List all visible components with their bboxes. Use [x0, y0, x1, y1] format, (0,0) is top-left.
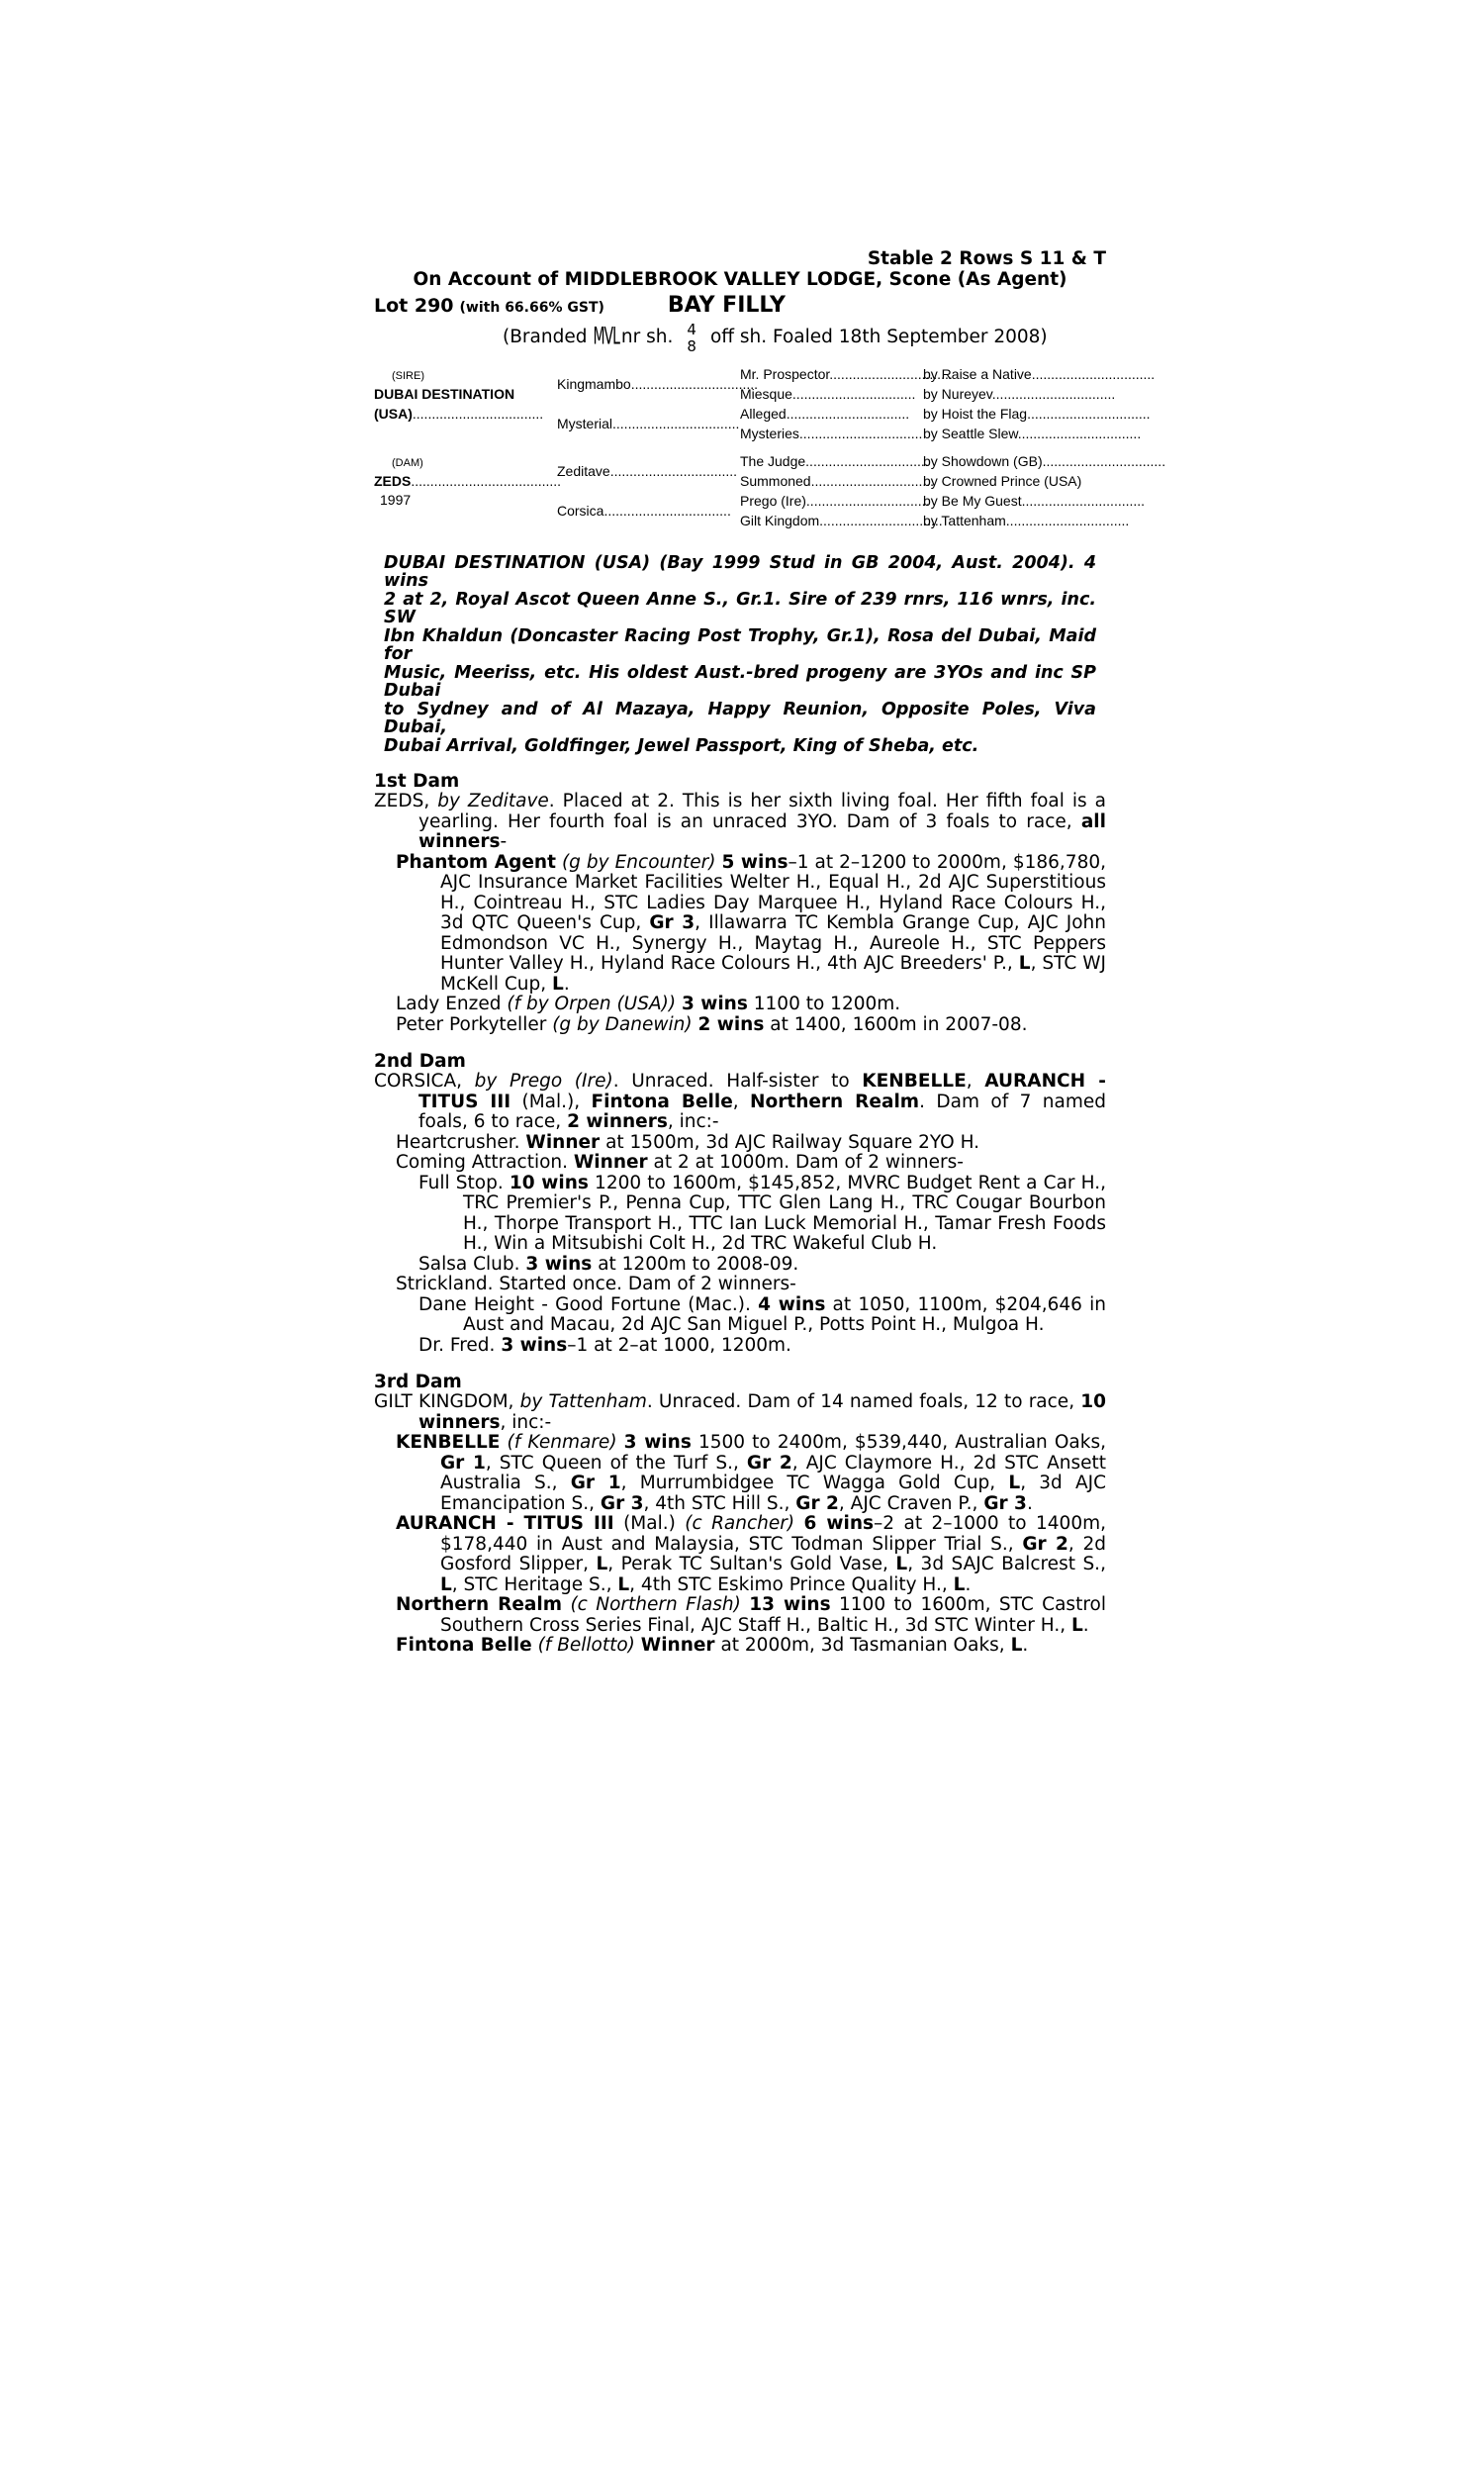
pedigree-table	[374, 364, 1166, 534]
vendor-account: On Account of MIDDLEBROOK VALLEY LODGE, Scone (As Agent)	[413, 268, 1067, 290]
sire-notes	[384, 554, 1096, 756]
pedigree-gg-6: Summoned................................	[740, 472, 935, 489]
sire-note-line: 2 at 2, Royal Ascot Queen Anne S., Gr.1. Sire of 239 rnrs, 116 wnrs, inc. SW	[384, 589, 1096, 627]
progeny-entry: Coming Attraction. Winner at 2 at 1000m. Dam of 2 winners-	[396, 1152, 964, 1173]
pedigree-gg-4: Mysteries................................	[740, 425, 923, 441]
dam-label: (DAM)	[392, 456, 423, 469]
lot-line	[374, 293, 1106, 319]
pedigree-ggg-6: by Crowned Prince (USA)	[923, 472, 1082, 489]
brand-mark: MVL	[593, 324, 619, 351]
lot-number: Lot 290	[374, 295, 454, 317]
third-dam-heading: 3rd Dam	[374, 1372, 462, 1392]
progeny-entry: Strickland. Started once. Dam of 2 winners-	[396, 1274, 796, 1294]
pedigree-gg-7: Prego (Ire)................................	[740, 492, 930, 509]
third-dam-entry: GILT KINGDOM, by Tattenham. Unraced. Dam of 14 named foals, 12 to race, 10 winners, inc:-	[374, 1391, 1106, 1433]
grand-progeny-entry: Dane Height - Good Fortune (Mac.). 4 wins at 1050, 1100m, $204,646 in Aust and Macau, 2d AJC San Miguel P., Potts Point H., Mulgoa H.	[418, 1293, 1107, 1335]
brand-fraction-bottom: 8	[687, 336, 696, 355]
brand-line	[503, 319, 1106, 358]
progeny-entry: AURANCH - TITUS III (Mal.) (c Rancher) 6 wins–2 at 2–1000 to 1400m, $178,440 in Aust and Malaysia, STC Todman Slipper Trial S., Gr 2, 2d Gosford Slipper, L, Perak TC Sultan's Gold Vase, L, 3d SAJC Balcrest S., L, STC Heritage S., L, 4th STC Eskimo Prince Quality H., L.	[396, 1513, 1107, 1595]
sire-label: (SIRE)	[392, 369, 424, 382]
pedigree-ggg-7: by Be My Guest................................	[923, 492, 1146, 509]
brand-fraction-top: 4	[687, 320, 696, 338]
pedigree-gg-3: Alleged................................	[740, 405, 910, 422]
sire-note-line: DUBAI DESTINATION (USA) (Bay 1999 Stud in GB 2004, Aust. 2004). 4 wins	[384, 552, 1096, 591]
pedigree-gg-2: Miesque................................	[740, 385, 916, 402]
pedigree-g2: Mysterial.................................	[557, 415, 740, 431]
dam-year: 1997	[380, 491, 412, 508]
pedigree-ggg-5: by Showdown (GB)................................	[923, 452, 1166, 469]
pedigree-ggg-4: by Seattle Slew................................	[923, 425, 1142, 441]
progeny-entry: Heartcrusher. Winner at 1500m, 3d AJC Railway Square 2YO H.	[396, 1131, 980, 1153]
sire-name: DUBAI DESTINATION	[374, 385, 515, 402]
pedigree-gg-1: Mr. Prospector................................	[740, 365, 953, 382]
brand-mid: nr sh.	[620, 327, 674, 348]
dam-name: ZEDS.......................................	[374, 472, 562, 489]
stable-location: Stable 2 Rows S 11 & T	[867, 248, 1106, 269]
first-dam-heading: 1st Dam	[374, 771, 460, 792]
pedigree-ggg-3: by Hoist the Flag................................	[923, 405, 1151, 422]
grand-progeny-entry: Salsa Club. 3 wins at 1200m to 2008-09.	[418, 1253, 799, 1275]
first-dam-entry: ZEDS, by Zeditave. Placed at 2. This is her sixth living foal. Her fifth foal is a yearling. Her fourth foal is an unraced 3YO. Dam of 3 foals to race, all winners-	[374, 791, 1106, 852]
pedigree-ggg-8: by Tattenham................................	[923, 512, 1130, 528]
pedigree-g4: Corsica.................................	[557, 502, 731, 519]
second-dam-entry: CORSICA, by Prego (Ire). Unraced. Half-sister to KENBELLE, AURANCH - TITUS III (Mal.), Fintona Belle, Northern Realm. Dam of 7 named foals, 6 to race, 2 winners, inc:-	[374, 1071, 1106, 1132]
grand-progeny-entry: Full Stop. 10 wins 1200 to 1600m, $145,852, MVRC Budget Rent a Car H., TRC Premier's P., Penna Cup, TTC Glen Lang H., TRC Cougar Bourbon H., Thorpe Transport H., TTC Ian Luck Memorial H., Tamar Fresh Foods H., Win a Mitsubishi Colt H., 2d TRC Wakeful Club H.	[418, 1172, 1106, 1254]
sire-country: (USA)..................................	[374, 405, 544, 422]
pedigree-ggg-2: by Nureyev................................	[923, 385, 1116, 402]
progeny-entry: KENBELLE (f Kenmare) 3 wins 1500 to 2400m, $539,440, Australian Oaks, Gr 1, STC Queen of the Turf S., Gr 2, AJC Claymore H., 2d STC Ansett Australia S., Gr 1, Murrumbidgee TC Wagga Gold Cup, L, 3d AJC Emancipation S., Gr 3, 4th STC Hill S., Gr 2, AJC Craven P., Gr 3.	[396, 1432, 1107, 1514]
catalogue-page	[374, 248, 1166, 1657]
pedigree-g1: Kingmambo.................................	[557, 375, 759, 392]
progeny-entry: Northern Realm (c Northern Flash) 13 wins 1100 to 1600m, STC Castrol Southern Cross Series Final, AJC Staff H., Baltic H., 3d STC Winter H., L.	[396, 1594, 1106, 1636]
sire-note-line: to Sydney and of Al Mazaya, Happy Reunion, Opposite Poles, Viva Dubai,	[384, 699, 1096, 737]
second-dam-heading: 2nd Dam	[374, 1051, 466, 1072]
sire-note-line: Music, Meeriss, etc. His oldest Aust.-bred progeny are 3YOs and inc SP Dubai	[384, 662, 1096, 701]
pedigree-gg-5: The Judge................................	[740, 452, 929, 469]
progeny-entry: Lady Enzed (f by Orpen (USA)) 3 wins 1100 to 1200m.	[396, 994, 901, 1014]
brand-suffix: off sh. Foaled 18th September 2008)	[709, 327, 1048, 348]
progeny-entry: Fintona Belle (f Bellotto) Winner at 2000m, 3d Tasmanian Oaks, L.	[396, 1635, 1029, 1656]
pedigree-ggg-1: by Raise a Native................................	[923, 365, 1156, 382]
sire-note-line: Ibn Khaldun (Doncaster Racing Post Trophy, Gr.1), Rosa del Dubai, Maid for	[384, 625, 1096, 664]
grand-progeny-entry: Dr. Fred. 3 wins–1 at 2–at 1000, 1200m.	[418, 1334, 791, 1356]
sire-note-line: Dubai Arrival, Goldfinger, Jewel Passport, King of Sheba, etc.	[384, 735, 979, 756]
pedigree-gg-8: Gilt Kingdom................................	[740, 512, 943, 528]
gst-note: (with 66.66% GST)	[459, 300, 604, 316]
pedigree-g3: Zeditave.................................	[557, 462, 738, 479]
progeny-entry: Peter Porkyteller (g by Danewin) 2 wins at 1400, 1600m in 2007-08.	[396, 1013, 1028, 1035]
horse-description: BAY FILLY	[667, 293, 786, 318]
brand-fraction	[687, 322, 696, 355]
progeny-entry: Phantom Agent (g by Encounter) 5 wins–1 at 2–1200 to 2000m, $186,780, AJC Insurance Market Facilities Welter H., Equal H., 2d AJC Superstitious H., Cointreau H., STC Ladies Day Marquee H., Hyland Race Colours H., 3d QTC Queen's Cup, Gr 3, Illawarra TC Kembla Grange Cup, AJC John Edmondson VC H., Synergy H., Maytag H., Aureole H., STC Peppers Hunter Valley H., Hyland Race Colours H., 4th AJC Breeders' P., L, STC WJ McKell Cup, L.	[396, 851, 1106, 995]
brand-prefix: (Branded	[503, 327, 588, 348]
